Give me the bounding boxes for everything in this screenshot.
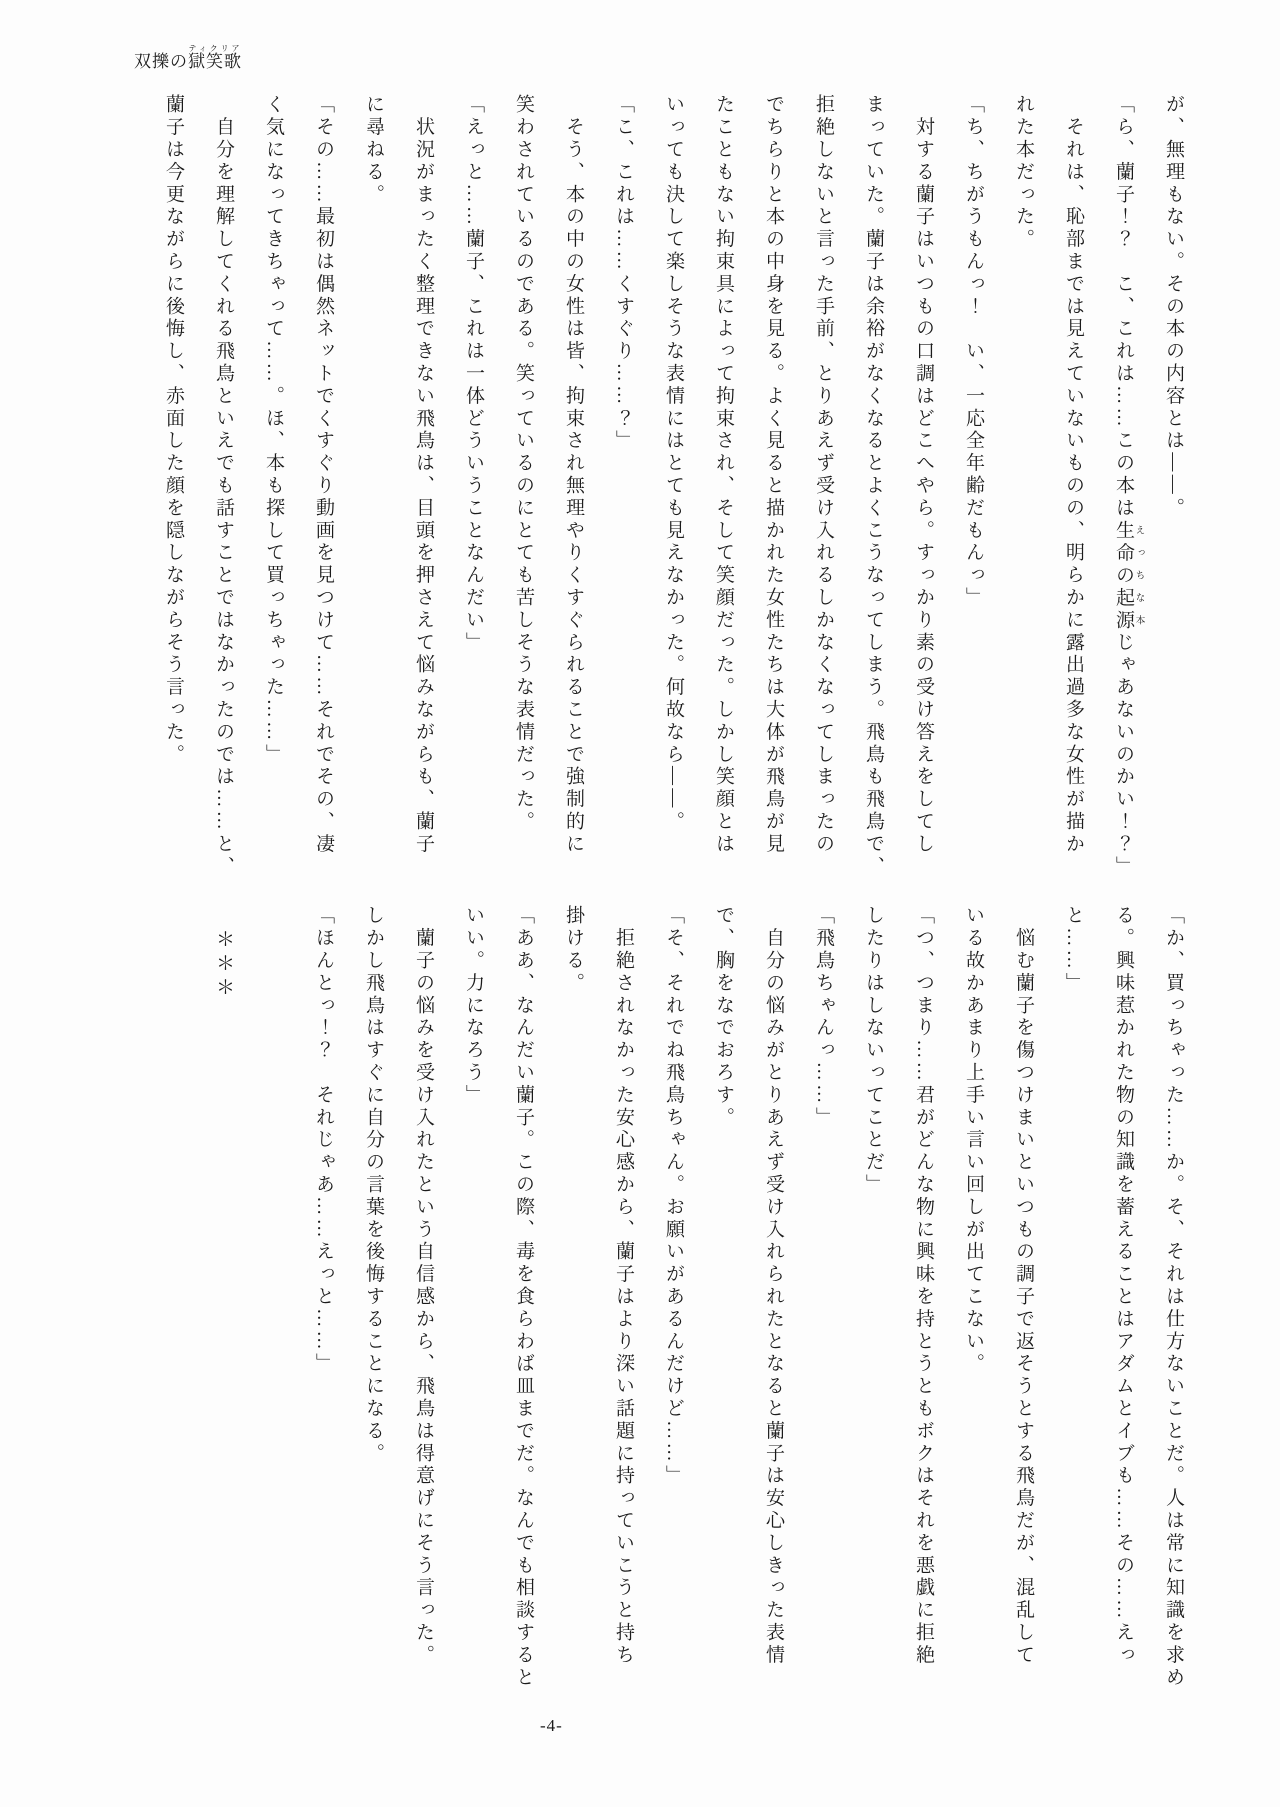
- text-column: いる故かあまり上手い言い回しが出てこない。: [963, 905, 984, 1376]
- text-column: 「ら、蘭子！？ こ、これは……この本は生命の起源 えっちな本じゃあないのかい！？」: [1113, 94, 1144, 879]
- text-column: でちらりと本の中身を見る。よく見ると描かれた女性たちは大体が飛鳥が見: [763, 94, 784, 856]
- text-column: 拒絶されなかった安心感から、蘭子はより深い話題に持っていこうと持ち: [613, 905, 634, 1667]
- text-column: る。興味惹かれた物の知識を蓄えることはアダムとイブも……その……えっ: [1113, 905, 1134, 1667]
- text-column: 「えっと……蘭子、これは一体どういうことなんだい」: [463, 94, 484, 654]
- text-column: 悩む蘭子を傷つけまいといつもの調子で返そうとする飛鳥だが、混乱して: [1013, 905, 1034, 1667]
- text-column: そう、本の中の女性は皆、拘束され無理やりくすぐられることで強制的に: [563, 94, 584, 856]
- upper-text-block: [148, 94, 1198, 888]
- page-title-pre: 双擽の: [134, 52, 188, 71]
- text-column: 自分の悩みがとりあえず受け入れられたとなると蘭子は安心しきった表情: [763, 905, 784, 1667]
- text-column: 「その……最初は偶然ネットでくすぐり動画を見つけて……それでその、凄: [313, 94, 334, 856]
- text-column: と……」: [1063, 905, 1084, 995]
- section-break: ＊＊＊: [213, 905, 234, 1001]
- text-column: したりはしないってことだ」: [863, 905, 884, 1197]
- text-column: まっていた。蘭子は余裕がなくなるとよくこうなってしまう。飛鳥も飛鳥で、: [863, 94, 884, 878]
- text-column: 蘭子の悩みを受け入れたという自信感から、飛鳥は得意げにそう言った。: [413, 905, 434, 1667]
- page-number: -4-: [540, 1716, 563, 1735]
- text-column: で、胸をなでおろす。: [713, 905, 734, 1129]
- text-column: に尋ねる。: [363, 94, 384, 206]
- page-title-ruby-group: [188, 44, 242, 71]
- text-column: く気になってきちゃって……。ほ、本も探して買っちゃった……」: [263, 94, 284, 766]
- text-column: しかし飛鳥はすぐに自分の言葉を後悔することになる。: [363, 905, 384, 1465]
- text-column: 「そ、それでね飛鳥ちゃん。お願いがあるんだけど……」: [663, 905, 684, 1488]
- text-column: 「飛鳥ちゃんっ……」: [813, 905, 834, 1129]
- text-column: 「こ、これは……くすぐり……？」: [613, 94, 634, 453]
- text-column: れた本だった。: [1013, 94, 1034, 251]
- text-column: いい。力になろう」: [463, 905, 484, 1107]
- text-column: 「ち、ちがうもんっ！ い、一応全年齢だもんっ」: [963, 94, 984, 610]
- text-column: 状況がまったく整理できない飛鳥は、目頭を押さえて悩みながらも、蘭子: [413, 94, 434, 856]
- text-column: 「ほんとっ！？ それじゃあ……えっと……」: [313, 905, 334, 1376]
- text-column: いっても決して楽しそうな表情にはとても見えなかった。何故なら――。: [663, 94, 684, 834]
- ruby-annotated-text: 生命の起源 えっちな本: [1113, 519, 1144, 632]
- text-column: が、無理もない。その本の内容とは――。: [1163, 94, 1184, 520]
- text-column: 「つ、つまり……君がどんな物に興味を持とうともボクはそれを悪戯に拒絶: [913, 905, 934, 1667]
- text-column: 笑わされているのである。笑っているのにとても苦しそうな表情だった。: [513, 94, 534, 834]
- lower-text-block: [198, 905, 1198, 1699]
- text-column: 「ああ、なんだい蘭子。この際、毒を食らわば皿までだ。なんでも相談すると: [513, 905, 534, 1689]
- text-column: たこともない拘束具によって拘束され、そして笑顔だった。しかし笑顔とは: [713, 94, 734, 856]
- page-title-furigana: ティクリア: [188, 44, 242, 53]
- text-column: 自分を理解してくれる飛鳥といえでも話すことではなかったのでは……と、: [213, 94, 234, 878]
- text-column: 「か、買っちゃった……か。そ、それは仕方ないことだ。人は常に知識を求め: [1163, 905, 1184, 1689]
- text-column: 対する蘭子はいつもの口調はどこへやら。すっかり素の受け答えをしてし: [913, 94, 934, 856]
- text-column: 蘭子は今更ながらに後悔し、赤面した顔を隠しながらそう言った。: [163, 94, 184, 766]
- text-column: 掛ける。: [563, 905, 584, 995]
- text-column: それは、恥部までは見えていないものの、明らかに露出過多な女性が描か: [1063, 94, 1084, 856]
- page-title: [134, 44, 242, 72]
- text-column: 拒絶しないと言った手前、とりあえず受け入れるしかなくなってしまったの: [813, 94, 834, 856]
- page-title-base: 獄笑歌: [188, 52, 242, 71]
